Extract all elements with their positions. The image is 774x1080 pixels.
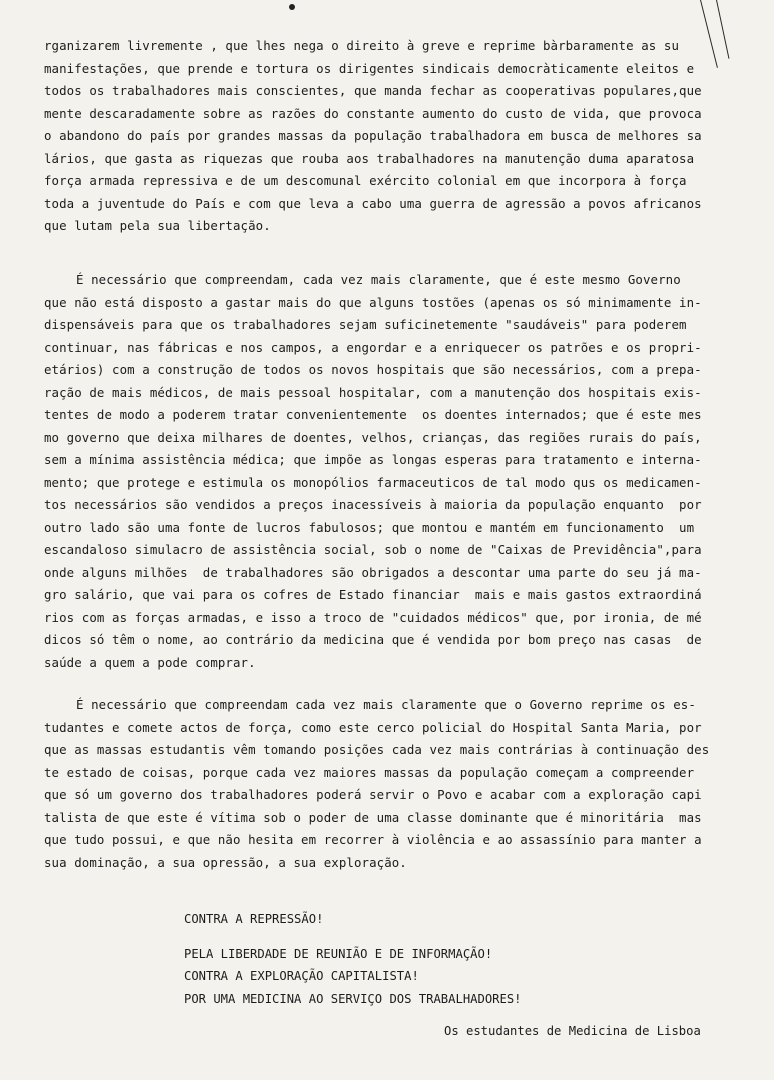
text-line: gro salário, que vai para os cofres de Estado financiar mais e mais gastos extraordiná bbox=[44, 587, 702, 602]
text-line: força armada repressiva e de um descomunal exército colonial em que incorpora à força bbox=[44, 173, 687, 188]
text-line: mo governo que deixa milhares de doentes, velhos, crianças, das regiões rurais do país, bbox=[44, 429, 702, 445]
ink-dot bbox=[289, 4, 295, 10]
text-line: talista de que este é vítima sob o poder de uma classe dominante que é minoritária mas bbox=[44, 809, 702, 825]
text-line: manifestações, que prende e tortura os dirigentes sindicais democràticamente eleitos e bbox=[44, 60, 695, 76]
slogan: PELA LIBERDADE DE REUNIÃO E DE INFORMAÇÃO! bbox=[184, 946, 493, 961]
text-line: sua dominação, a sua opressão, a sua exploração. bbox=[44, 854, 407, 870]
text-line: que não está disposto a gastar mais do que alguns tostões (apenas os só minimamente in- bbox=[44, 294, 702, 310]
signature: Os estudantes de Medicina de Lisboa bbox=[444, 1024, 701, 1038]
text-line: te estado de coisas, porque cada vez maiores massas da população começam a compreender bbox=[44, 764, 695, 780]
text-line: rios com as forças armadas, e isso a troco de "cuidados médicos" que, por ironia, de mé bbox=[44, 609, 702, 625]
text-line: que tudo possui, e que não hesita em recorrer à violência e ao assassínio para manter a bbox=[44, 832, 702, 847]
text-line: que as massas estudantis vêm tomando posições cada vez mais contrárias à continuação des bbox=[44, 742, 710, 757]
text-line: dispensáveis para que os trabalhadores sejam suficinetemente "saudáveis" para poderem bbox=[44, 317, 687, 332]
text-line: É necessário que compreendam cada vez mais claramente que o Governo reprime os es- bbox=[76, 697, 696, 712]
paragraph-3 bbox=[44, 694, 744, 874]
text-line: rganizarem livremente , que lhes nega o direito à greve e reprime bàrbaramente as su bbox=[44, 38, 680, 53]
text-line: que lutam pela sua libertação. bbox=[44, 218, 271, 233]
text-line: onde alguns milhões de trabalhadores são obrigados a descontar uma parte do seu já ma- bbox=[44, 564, 702, 580]
text-line: saúde a quem a pode comprar. bbox=[44, 654, 256, 670]
text-line: tentes de modo a poderem tratar convenientemente os doentes internados; que é este mes bbox=[44, 407, 702, 422]
text-line: tudantes e comete actos de força, como este cerco policial do Hospital Santa Maria, por bbox=[44, 719, 702, 735]
text-line: que só um governo dos trabalhadores poderá servir o Povo e acabar com a exploração capi bbox=[44, 787, 702, 802]
text-line: lários, que gasta as riquezas que rouba aos trabalhadores na manutenção duma aparatosa bbox=[44, 150, 695, 166]
paragraph-2 bbox=[44, 269, 744, 674]
slogan: CONTRA A REPRESSÃO! bbox=[184, 912, 324, 926]
text-line: ração de mais médicos, de mais pessoal hospitalar, com a manutenção dos hospitais exis- bbox=[44, 384, 702, 400]
text-line: continuar, nas fábricas e nos campos, a engordar e a enriquecer os patrões e os propri- bbox=[44, 339, 702, 355]
text-line: mente descaradamente sobre as razões do constante aumento do custo de vida, que provoca bbox=[44, 105, 702, 121]
text-line: etários) com a construção de todos os novos hospitais que são necessários, com a prepa- bbox=[44, 362, 702, 377]
paragraph-1 bbox=[44, 35, 744, 238]
text-line: outro lado são uma fonte de lucros fabulosos; que montou e mantém em funcionamento um bbox=[44, 519, 695, 535]
text-line: toda a juventude do País e com que leva a cabo uma guerra de agressão a povos africanos bbox=[44, 195, 702, 211]
slogans-block bbox=[184, 908, 522, 1010]
text-line: sem a mínima assistência médica; que impõe as longas esperas para tratamento e interna- bbox=[44, 452, 702, 467]
text-line: o abandono do país por grandes massas da população trabalhadora em busca de melhores sa bbox=[44, 128, 702, 143]
text-line: todos os trabalhadores mais conscientes, que manda fechar as cooperativas populares,que bbox=[44, 83, 702, 98]
slogan: POR UMA MEDICINA AO SERVIÇO DOS TRABALHADORES! bbox=[184, 991, 522, 1006]
text-line: escandaloso simulacro de assistência social, sob o nome de "Caixas de Previdência",para bbox=[44, 542, 702, 557]
text-line: dicos só têm o nome, ao contrário da medicina que é vendida por bom preço nas casas de bbox=[44, 632, 702, 647]
spacer bbox=[184, 931, 522, 943]
text-line: É necessário que compreendam, cada vez mais claramente, que é este mesmo Governo bbox=[76, 272, 681, 287]
text-line: tos necessários são vendidos a preços inacessíveis à maioria da população enquanto por bbox=[44, 497, 702, 512]
slogan: CONTRA A EXPLORAÇÃO CAPITALISTA! bbox=[184, 969, 419, 983]
text-line: mento; que protege e estimula os monopólios farmaceuticos de tal modo qus os medicamen- bbox=[44, 474, 702, 490]
